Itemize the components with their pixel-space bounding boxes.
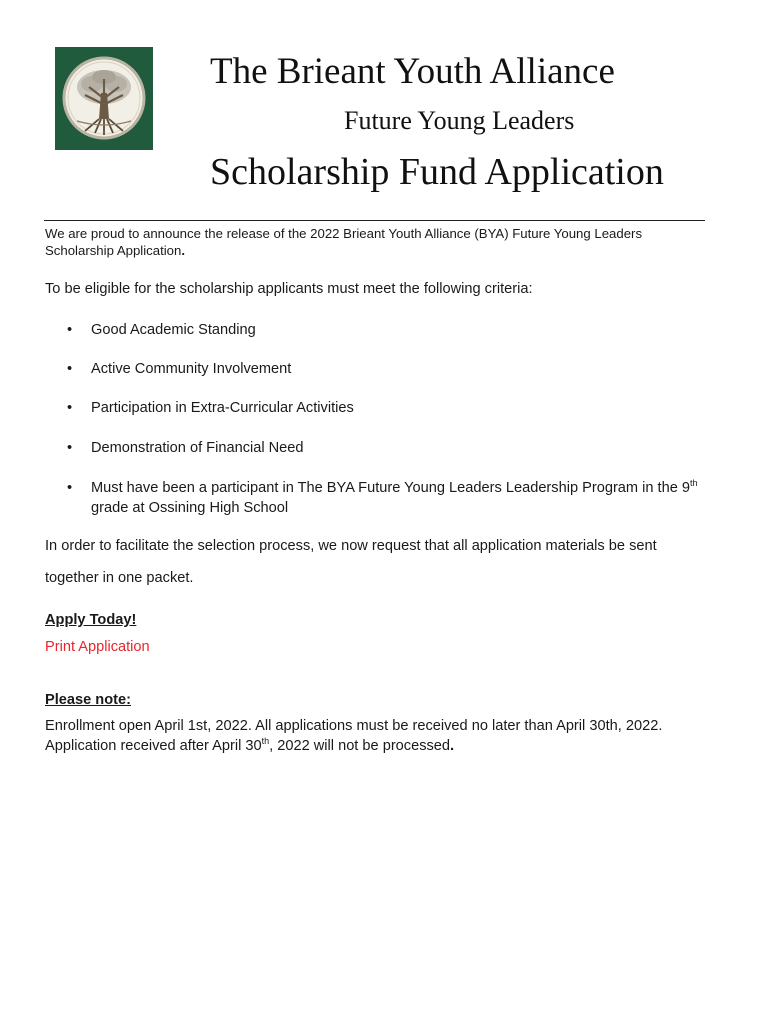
intro-paragraph [45, 225, 705, 259]
note-label: Please note: [45, 692, 131, 708]
divider [44, 220, 705, 221]
process-text-line2: together in one packet. [45, 570, 194, 586]
intro-text: We are proud to announce the release of the 2022 Brieant Youth Alliance (BYA) Future Young Leaders Scholarship Application [45, 226, 643, 258]
process-text-line1: In order to facilitate the selection process, we now request that all application materials be sent [45, 538, 657, 554]
organization-title: The Brieant Youth Alliance [210, 51, 615, 92]
apply-heading: Apply Today! [45, 612, 137, 628]
intro-end: . [181, 243, 186, 258]
note-line1: Enrollment open April 1st, 2022. All applications must be received no later than April 30th, 2022. [45, 718, 663, 734]
bullet-icon: • [67, 480, 73, 496]
bullet-icon: • [67, 440, 73, 456]
program-subtitle: Future Young Leaders [344, 106, 575, 135]
print-application-link[interactable]: Print Application [45, 639, 150, 655]
bullet-icon: • [67, 400, 73, 416]
page-heading: Scholarship Fund Application [210, 151, 664, 193]
bullet-icon: • [67, 322, 73, 338]
bullet-icon: • [67, 361, 73, 377]
tree-of-life-icon [55, 47, 153, 150]
logo [55, 47, 153, 150]
note-line2: Application received after April 30th, 2022 will not be processed. [45, 736, 455, 754]
criteria-intro: To be eligible for the scholarship applicants must meet the following criteria: [45, 281, 533, 297]
